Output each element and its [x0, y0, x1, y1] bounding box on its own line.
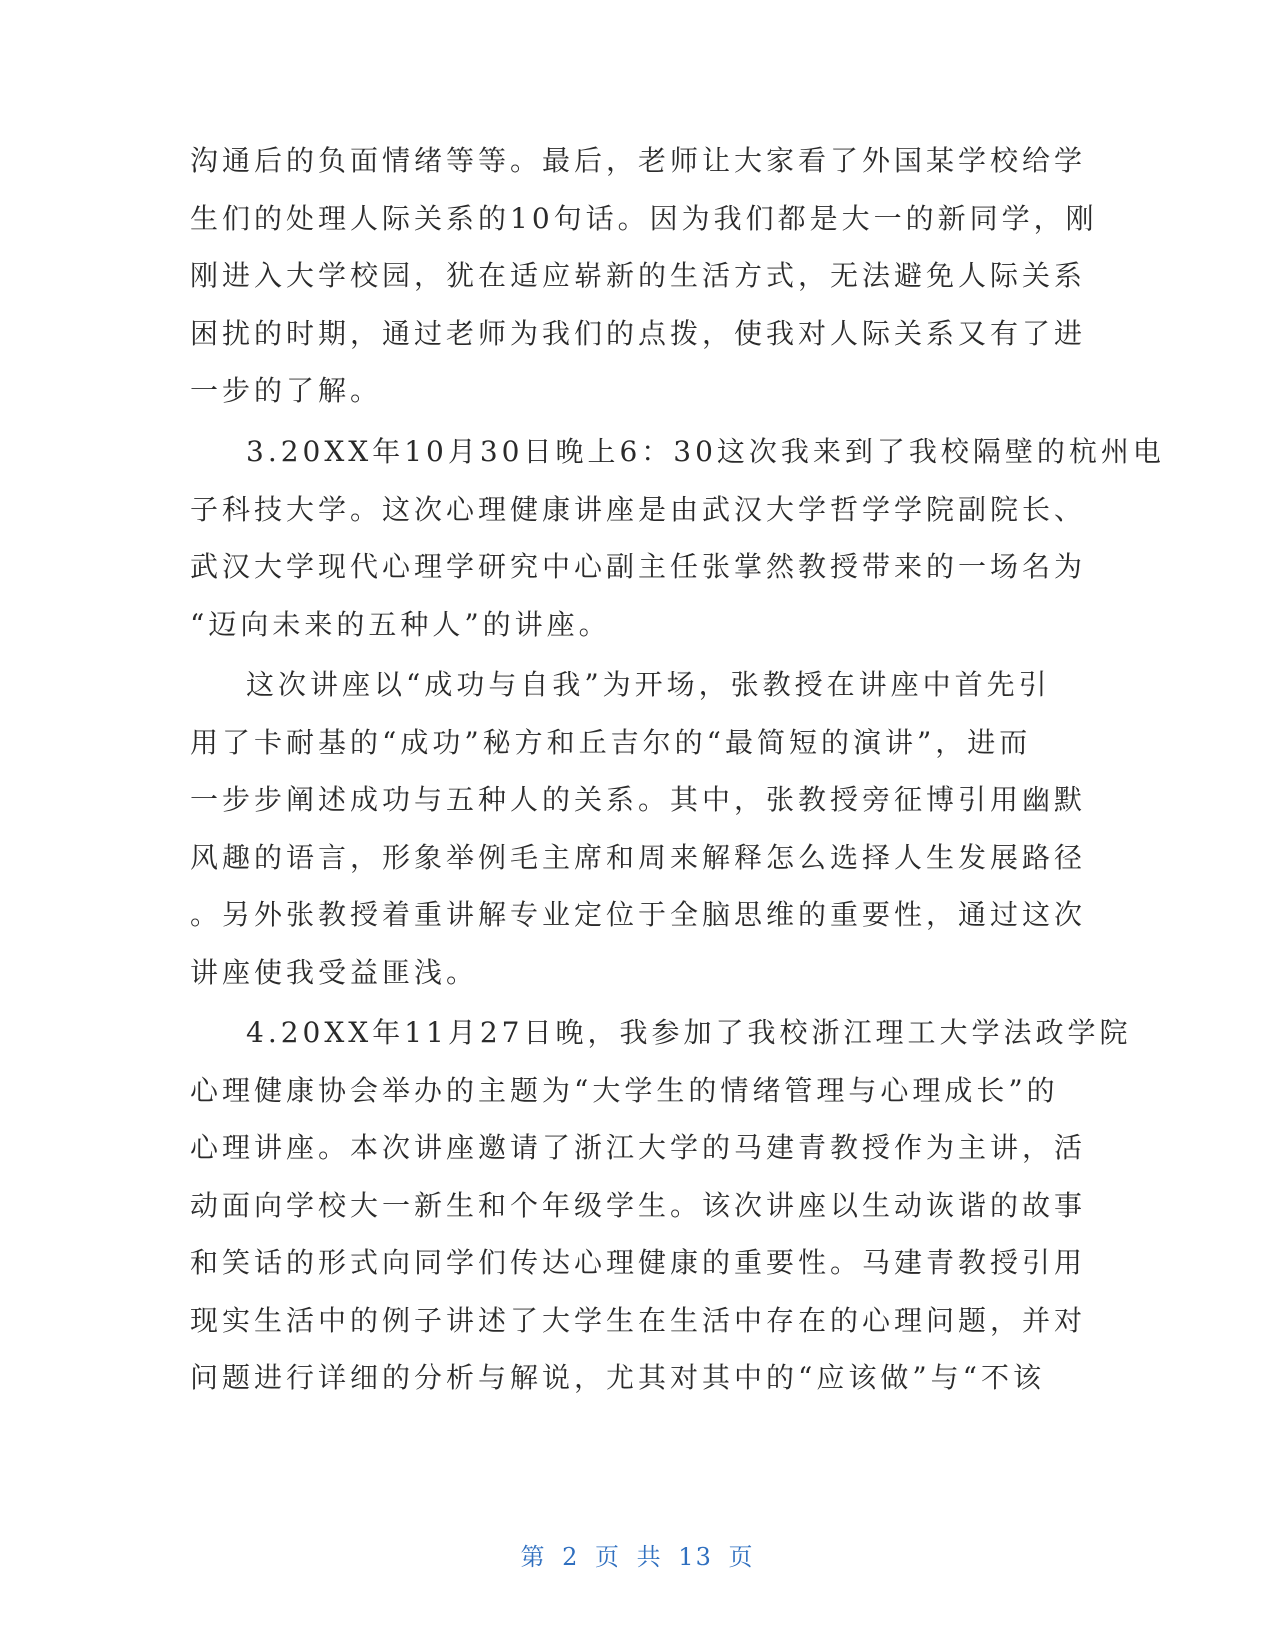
text-line: 心理讲座。本次讲座邀请了浙江大学的马建青教授作为主讲，活: [190, 1131, 1087, 1164]
text-line: 4.20XX年11月27日晚，我参加了我校浙江理工大学法政学院: [246, 1016, 1132, 1049]
text-line: 刚进入大学校园，犹在适应崭新的生活方式，无法避免人际关系: [190, 259, 1087, 292]
text-line: 。另外张教授着重讲解专业定位于全脑思维的重要性，通过这次: [190, 898, 1087, 931]
text-line: 讲座使我受益匪浅。: [190, 956, 479, 989]
text-line: 一步步阐述成功与五种人的关系。其中，张教授旁征博引用幽默: [190, 783, 1087, 816]
text-line: 问题进行详细的分析与解说，尤其对其中的“应该做”与“不该: [190, 1361, 1045, 1394]
text-line: “迈向未来的五种人”的讲座。: [190, 608, 611, 641]
text-line: 动面向学校大一新生和个年级学生。该次讲座以生动诙谐的故事: [190, 1189, 1087, 1222]
text-line: 心理健康协会举办的主题为“大学生的情绪管理与心理成长”的: [190, 1074, 1059, 1107]
text-line: 用了卡耐基的“成功”秘方和丘吉尔的“最简短的演讲”，进而: [190, 726, 1032, 759]
page-indicator: 第 2 页 共 13 页: [520, 1543, 755, 1571]
text-line: 这次讲座以“成功与自我”为开场，张教授在讲座中首先引: [246, 668, 1051, 701]
text-line: 生们的处理人际关系的10句话。因为我们都是大一的新同学，刚: [190, 202, 1098, 235]
text-line: 一步的了解。: [190, 374, 383, 407]
text-line: 和笑话的形式向同学们传达心理健康的重要性。马建青教授引用: [190, 1246, 1087, 1279]
text-line: 沟通后的负面情绪等等。最后，老师让大家看了外国某学校给学: [190, 144, 1087, 177]
text-line: 3.20XX年10月30日晚上6：30这次我来到了我校隔壁的杭州电: [246, 435, 1165, 468]
text-line: 困扰的时期，通过老师为我们的点拨，使我对人际关系又有了进: [190, 317, 1087, 350]
text-line: 子科技大学。这次心理健康讲座是由武汉大学哲学学院副院长、: [190, 493, 1087, 526]
text-line: 武汉大学现代心理学研究中心副主任张掌然教授带来的一场名为: [190, 550, 1087, 583]
text-line: 风趣的语言，形象举例毛主席和周来解释怎么选择人生发展路径: [190, 841, 1087, 874]
text-line: 现实生活中的例子讲述了大学生在生活中存在的心理问题，并对: [190, 1304, 1087, 1337]
